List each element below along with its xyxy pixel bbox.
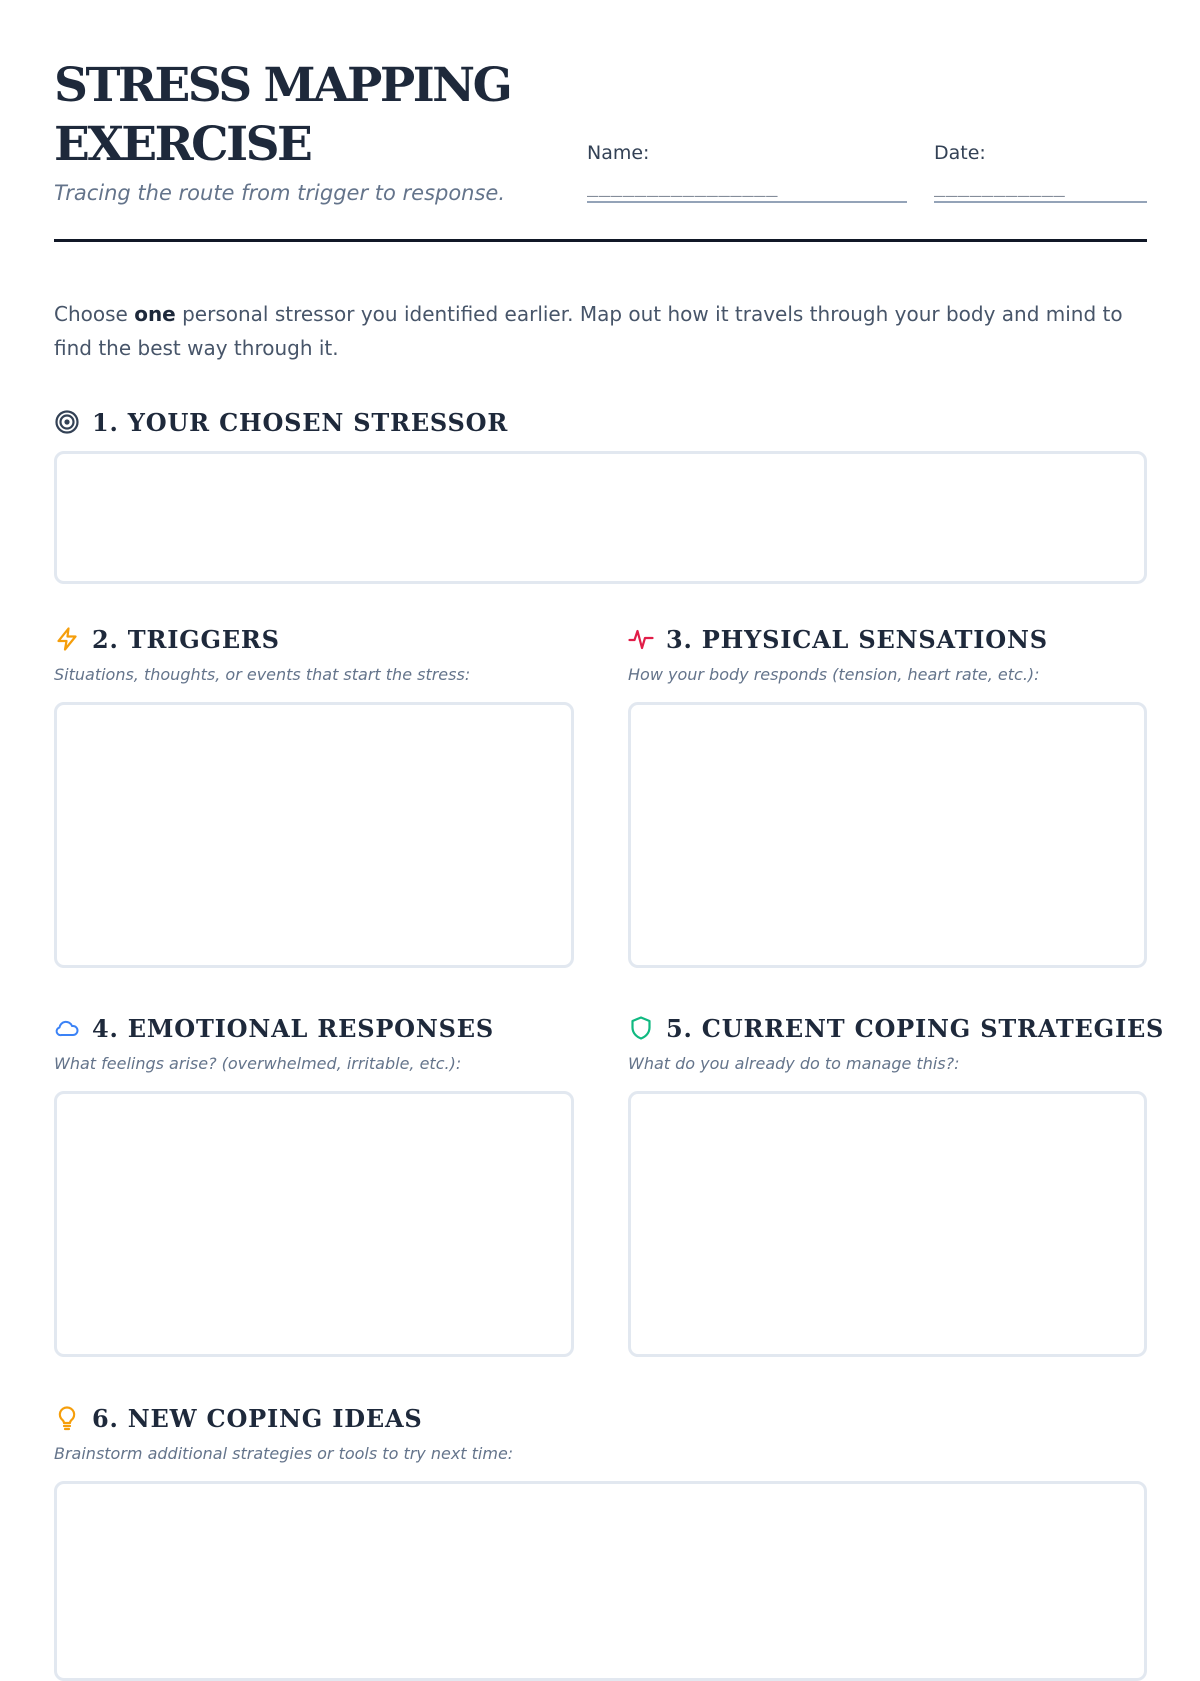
section-header (54, 1403, 1147, 1433)
triggers-writing-box[interactable] (54, 702, 574, 968)
section-description: How your body responds (tension, heart rate, etc.): (628, 665, 1040, 684)
section-description: Brainstorm additional strategies or tools to try next time: (54, 1444, 514, 1463)
header-divider (54, 239, 1147, 242)
section-description: Situations, thoughts, or events that start the stress: (54, 665, 471, 684)
section-new-coping-ideas (54, 1403, 1147, 1681)
name-label: Name: (587, 142, 650, 164)
section-title: 1. YOUR CHOSEN STRESSOR (92, 407, 509, 437)
lightbulb-icon (54, 1405, 80, 1431)
section-header (54, 1013, 574, 1043)
section-emotional-responses (54, 1013, 574, 1357)
section-title: 6. NEW COPING IDEAS (92, 1403, 423, 1433)
section-description: What feelings arise? (overwhelmed, irritable, etc.): (54, 1054, 462, 1073)
section-header (628, 624, 1147, 654)
section-triggers (54, 624, 574, 968)
section-title: 5. CURRENT COPING STRATEGIES (666, 1013, 1165, 1043)
intro-paragraph (54, 297, 1147, 365)
emotional-responses-writing-box[interactable] (54, 1091, 574, 1357)
section-title: 3. PHYSICAL SENSATIONS (666, 624, 1048, 654)
target-icon (54, 409, 80, 435)
date-blank-line[interactable]: ___________ (934, 173, 1147, 203)
section-title: 2. TRIGGERS (92, 624, 280, 654)
intro-text-before: Choose (54, 302, 135, 326)
section-header (628, 1013, 1165, 1043)
section-title: 4. EMOTIONAL RESPONSES (92, 1013, 494, 1043)
worksheet-header (54, 56, 1147, 242)
page-subtitle: Tracing the route from trigger to response. (54, 181, 506, 205)
lightning-icon (54, 626, 80, 652)
physical-sensations-writing-box[interactable] (628, 702, 1147, 968)
name-field[interactable] (587, 141, 907, 203)
date-label: Date: (934, 142, 986, 164)
section-description: What do you already do to manage this?: (628, 1054, 960, 1073)
page-title: STRESS MAPPING EXERCISE (54, 58, 511, 172)
section-header (54, 407, 1147, 437)
intro-emphasis: one (134, 302, 176, 326)
pulse-icon (628, 626, 654, 652)
name-blank-line[interactable]: ________________ (587, 173, 907, 203)
shield-icon (628, 1015, 654, 1041)
stressor-writing-box[interactable] (54, 451, 1147, 584)
current-coping-writing-box[interactable] (628, 1091, 1147, 1357)
date-field[interactable] (934, 141, 1147, 203)
new-coping-writing-box[interactable] (54, 1481, 1147, 1681)
section-header (54, 624, 574, 654)
cloud-icon (54, 1015, 80, 1041)
intro-text-after: personal stressor you identified earlier. Map out how it travels through your body and mind to find the best way through it. (54, 302, 1123, 360)
section-current-coping (628, 1013, 1165, 1357)
section-chosen-stressor (54, 407, 1147, 584)
section-physical-sensations (628, 624, 1147, 968)
